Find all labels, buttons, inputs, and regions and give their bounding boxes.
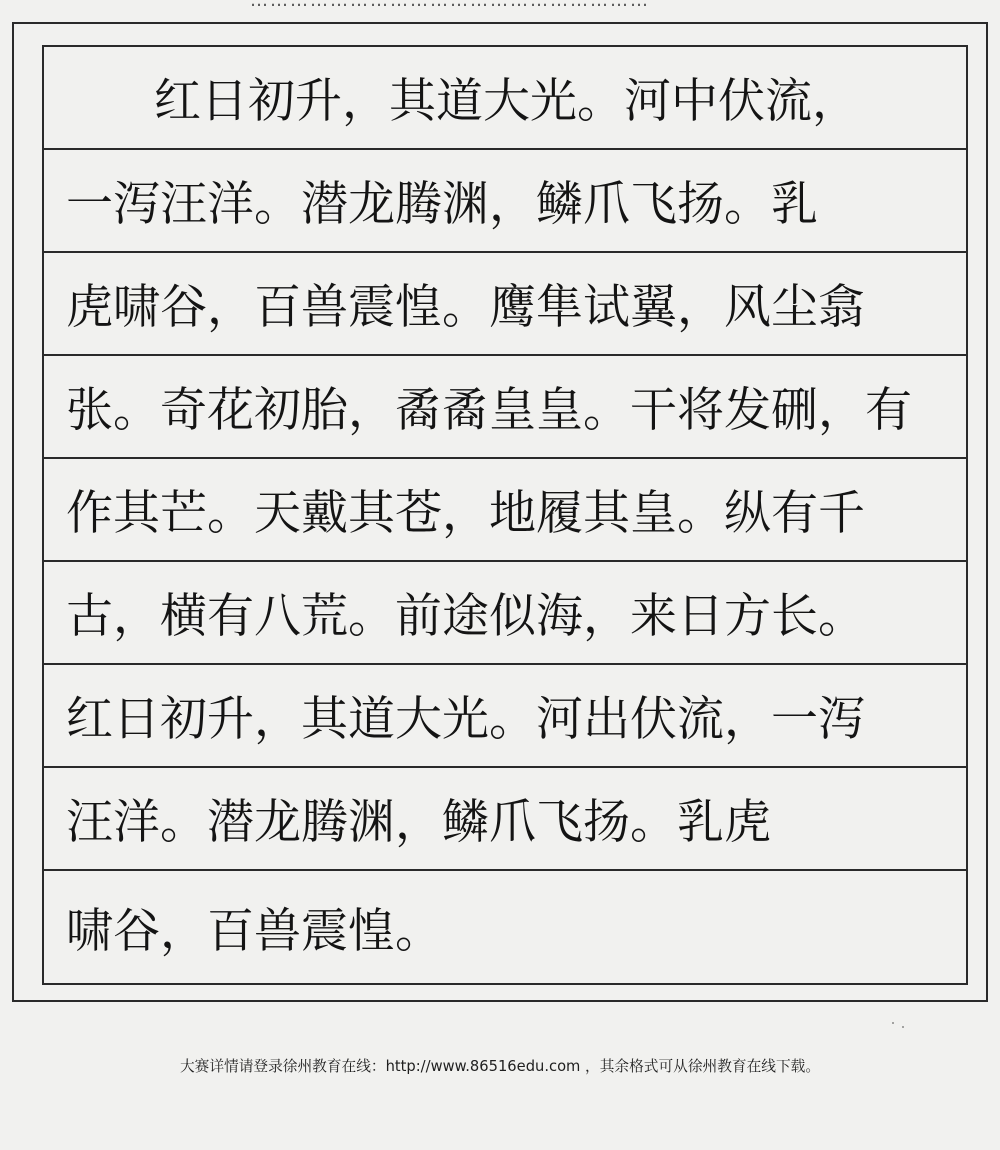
footer-note: 大赛详情请登录徐州教育在线：http://www.86516edu.com ，其余格式可从徐州教育在线下载。 [179,1058,821,1075]
text-line-4 [44,356,966,459]
line-text: 汪洋。潜龙腾渊，鳞爪飞扬。乳虎 [66,795,771,850]
text-line-2 [44,150,966,253]
text-line-1 [44,47,966,150]
top-cut-text: …………………………………………………… [250,0,650,11]
text-line-7 [44,665,966,768]
line-text: 红日初升，其道大光。河出伏流，一泻 [66,692,865,747]
line-text: 红日初升，其道大光。河中伏流， [154,74,859,129]
line-text: 一泻汪洋。潜龙腾渊，鳞爪飞扬。乳 [66,177,818,232]
text-line-8 [44,768,966,871]
text-line-6 [44,562,966,665]
text-line-9 [44,871,966,983]
writing-grid [42,45,968,985]
line-text: 作其芒。天戴其苍，地履其皇。纵有千 [66,486,865,541]
text-line-5 [44,459,966,562]
line-text: 张。奇花初胎，矞矞皇皇。干将发硎，有 [66,383,912,438]
top-cut-text-strip [0,0,1000,12]
text-line-3 [44,253,966,356]
paper-speck [902,1026,904,1028]
line-text: 虎啸谷，百兽震惶。鹰隼试翼，风尘翕 [66,280,865,335]
line-text: 古，横有八荒。前途似海，来日方长。 [66,589,865,644]
line-text: 啸谷，百兽震惶。 [66,903,442,959]
paper-speck [892,1022,894,1024]
